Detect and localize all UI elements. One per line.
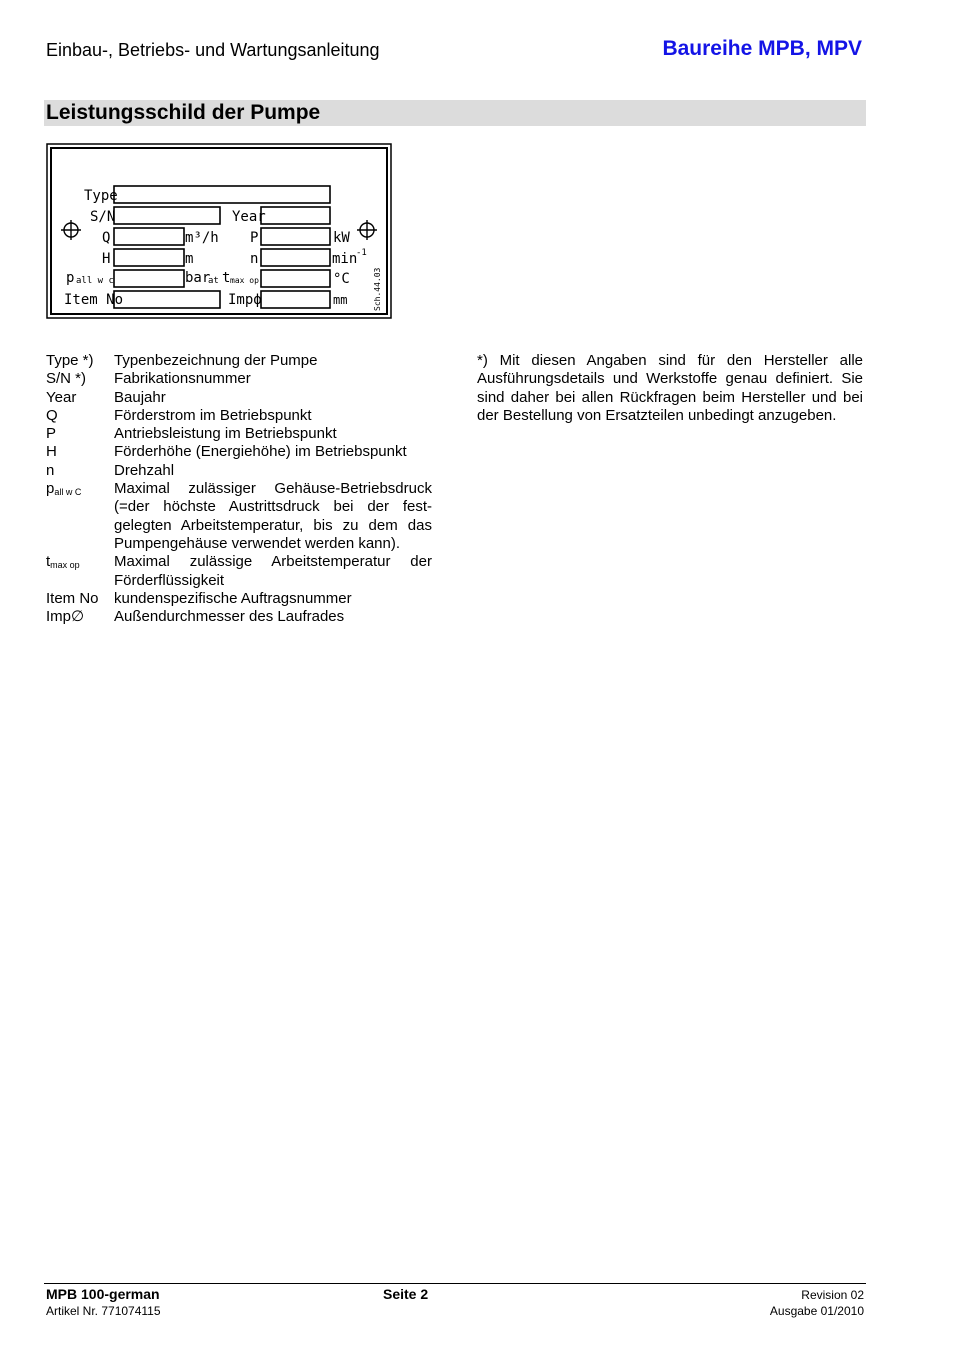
plate-label-h: H: [102, 251, 111, 267]
legend-row-pall: [46, 480, 432, 553]
legend-description: kundenspezifische Auftragsnummer: [114, 589, 352, 607]
legend-row-tmax: [46, 553, 432, 590]
legend-term: P: [46, 425, 57, 443]
legend-row-h: [46, 443, 432, 461]
footer-page-number: Seite 2: [383, 1286, 429, 1302]
plate-label-n: n: [250, 251, 259, 267]
legend-description: Förderstrom im Betriebspunkt: [114, 406, 312, 424]
legend-term-main: t: [46, 553, 51, 571]
section-title: Leistungsschild der Pumpe: [46, 101, 321, 124]
plate-drawing-code: Sch.44.03: [373, 267, 382, 311]
legend-term: [46, 480, 114, 553]
plate-label-p: P: [250, 230, 259, 246]
legend-description: Förderhöhe (Energiehöhe) im Betriebspunkt: [114, 443, 407, 461]
footer-issue-date: Ausgabe 01/2010: [769, 1304, 864, 1318]
plate-label-m3h: m³/h: [185, 230, 219, 246]
plate-label-kw: kW: [333, 230, 350, 246]
legend-term: Q: [46, 406, 58, 424]
plate-label-item-no: Item No: [64, 292, 124, 308]
plate-label-m: m: [185, 251, 194, 267]
nameplate-legend: [46, 352, 432, 626]
legend-term: Imp∅: [46, 608, 85, 626]
plate-label-tmax-sub: max op: [230, 276, 259, 285]
footer-revision: Revision 02: [801, 1288, 864, 1302]
legend-row-n: [46, 462, 432, 480]
plate-label-sn: S/N: [90, 209, 116, 225]
legend-description: Außendurchmesser des Laufrades: [114, 608, 345, 626]
legend-row-p: [46, 425, 432, 443]
legend-row-imp: [46, 608, 432, 626]
legend-row-item-no: [46, 590, 432, 608]
legend-term: Item No: [46, 589, 99, 607]
legend-term: S/N *): [46, 370, 87, 388]
legend-row-sn: [46, 370, 432, 388]
plate-label-degc: °C: [333, 271, 350, 287]
mounting-hole-right-icon: [357, 220, 377, 240]
plate-label-at: at: [208, 276, 219, 286]
plate-label-min: min: [332, 251, 358, 267]
legend-description: Antriebsleistung im Betriebspunkt: [114, 425, 337, 443]
plate-label-imp: Impϕ: [228, 292, 262, 308]
footer-document-name: MPB 100-german: [46, 1286, 160, 1302]
legend-term-sub: max op: [50, 560, 80, 571]
legend-description: Maximal zulässige Arbeitstemperatur der Förderflüssigkeit: [114, 553, 432, 589]
plate-label-type: Type: [84, 188, 118, 204]
legend-term: Type *): [46, 352, 94, 369]
plate-label-pall-sub: all w c: [76, 276, 114, 286]
legend-description: Maximal zulässiger Gehäuse-Betriebsdruck (=der höchste Austrittsdruck bei der fest-gelegten Arbeitstemperatur, bis zu dem das Pumpengehäuse verwendet werden kann).: [114, 480, 432, 552]
mounting-hole-left-icon: [61, 220, 81, 240]
footer-divider: [44, 1283, 866, 1284]
legend-term: n: [46, 461, 55, 479]
legend-row-type: [46, 352, 432, 370]
plate-label-mm: mm: [333, 293, 348, 307]
plate-label-q: Q: [102, 230, 111, 246]
plate-label-pall: p: [66, 270, 75, 286]
document-title: Einbau-, Betriebs- und Wartungsanleitung: [46, 40, 380, 60]
nameplate-drawing: [46, 143, 392, 319]
plate-label-t: t: [222, 270, 231, 286]
legend-description: Typenbezeichnung der Pumpe: [114, 352, 318, 369]
legend-description: Fabrikationsnummer: [114, 370, 251, 388]
manufacturer-note: *) Mit diesen Angaben sind für den Hersteller alle Ausführungsdetails und Werkstoffe genau definiert. Sie sind daher bei allen Rückfragen beim Hersteller und bei der Bestellung von Ersatzteilen unbedingt anzugeben.: [477, 352, 863, 424]
plate-label-min-exp: -1: [356, 248, 367, 258]
legend-term: [46, 553, 114, 590]
series-title: Baureihe MPB, MPV: [662, 37, 862, 60]
legend-description: Drehzahl: [114, 461, 175, 479]
plate-label-bar: bar: [185, 270, 211, 286]
legend-term: H: [46, 443, 57, 461]
legend-term: Year: [46, 388, 77, 406]
footer-article-number: Artikel Nr. 771074115: [46, 1304, 161, 1318]
section-heading-bar: [44, 100, 866, 126]
legend-description: Baujahr: [114, 388, 166, 406]
legend-row-q: [46, 407, 432, 425]
legend-term-main: p: [46, 480, 55, 498]
legend-row-year: [46, 389, 432, 407]
plate-label-year: Year: [232, 209, 266, 225]
legend-term-sub: all w C: [54, 487, 82, 498]
